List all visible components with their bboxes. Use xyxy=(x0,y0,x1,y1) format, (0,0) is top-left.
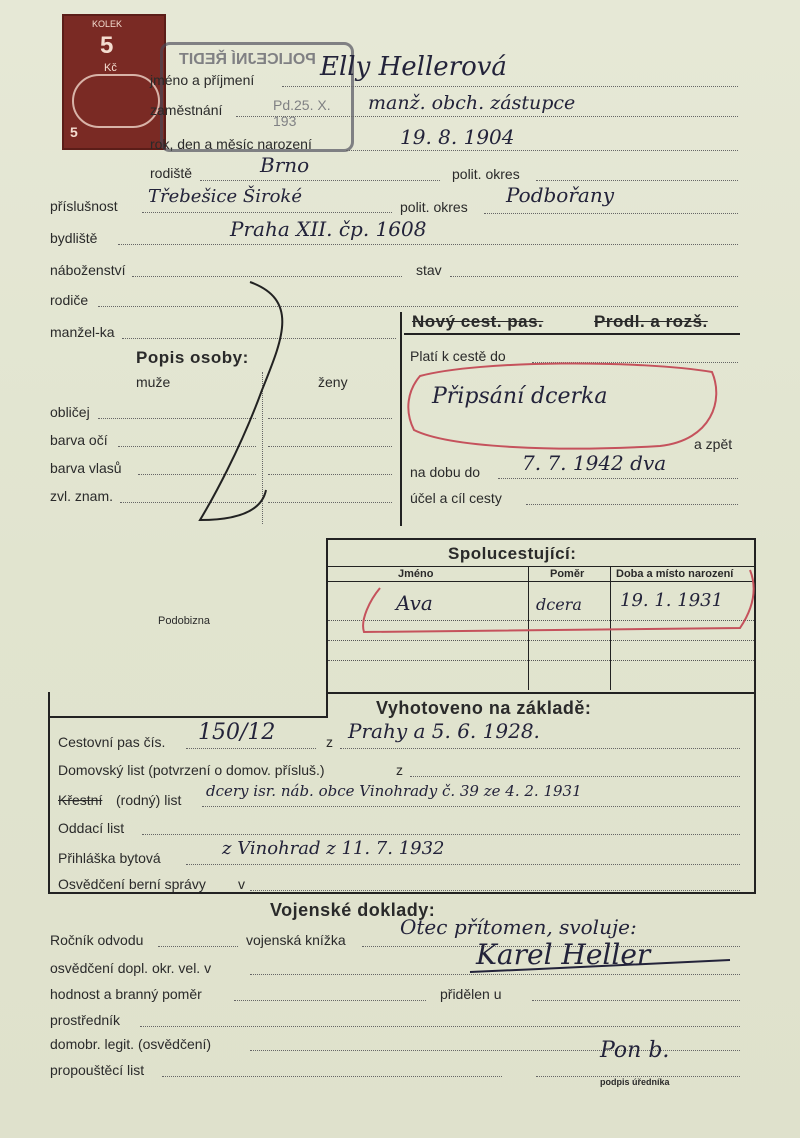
hair-label: barva vlasů xyxy=(50,460,122,476)
companion-header-relation: Poměr xyxy=(550,568,585,580)
polit-okres-1-label: polit. okres xyxy=(452,166,520,182)
police-stamp-text: POLICEJNÍ ŘEDIT xyxy=(179,51,316,68)
valid-value: Připsání dcerka xyxy=(432,384,608,409)
residence-label: bydliště xyxy=(50,230,98,246)
companion-birth: 19. 1. 1931 xyxy=(620,590,724,611)
release-label: propouštěcí list xyxy=(50,1062,145,1078)
valid-red-circle xyxy=(408,363,716,448)
period-value: 7. 7. 1942 dva xyxy=(522,451,667,475)
companion-relation: dcera xyxy=(536,595,582,614)
birth-label: rok, den a měsíc narození xyxy=(150,136,312,152)
photo-label: Podobizna xyxy=(158,615,210,627)
stamp-value: 5 xyxy=(100,32,114,59)
purpose-label: účel a cíl cesty xyxy=(410,490,502,506)
year-label: Ročník odvodu xyxy=(50,932,144,948)
father-signature-flourish xyxy=(470,960,730,972)
issued-from-label: z xyxy=(326,734,333,750)
period-label: na dobu do xyxy=(410,464,481,480)
marriage-label: Oddací list xyxy=(58,820,125,836)
issued-title: Vyhotoveno na základě: xyxy=(376,698,592,718)
book-label: vojenská knížka xyxy=(246,932,346,948)
passport-extend-title: Prodl. a rozš. xyxy=(594,312,708,331)
military-title: Vojenské doklady: xyxy=(270,900,436,920)
official-label: podpis úředníka xyxy=(600,1077,670,1087)
occupation-label: zaměstnání xyxy=(150,102,223,118)
name-value: Elly Hellerová xyxy=(320,52,507,82)
name-label: jméno a příjmení xyxy=(150,72,255,88)
spouse-label: manžel-ka xyxy=(50,324,115,340)
belong-label: příslušnost xyxy=(50,198,118,214)
official-signature: Pon b. xyxy=(600,1038,670,1063)
companion-header-birth: Doba a místo narození xyxy=(616,568,734,580)
valid-label: Platí k cestě do xyxy=(410,348,506,364)
marks-label: zvl. znam. xyxy=(50,488,114,504)
state-label: stav xyxy=(416,262,442,278)
legit-label: domobr. legit. (osvědčení) xyxy=(50,1036,212,1052)
cert-label: osvědčení dopl. okr. vel. v xyxy=(50,960,212,976)
rank-label: hodnost a branný poměr xyxy=(50,986,202,1002)
description-title: Popis osoby: xyxy=(136,348,249,367)
polit-okres-2-label: polit. okres xyxy=(400,199,468,215)
residence-value: Praha XII. čp. 1608 xyxy=(230,217,427,241)
companion-header-name: Jméno xyxy=(398,568,434,580)
domicile-label: Domovský list (potvrzení o domov. přísluš.) xyxy=(58,762,325,778)
birth-value: 19. 8. 1904 xyxy=(400,125,515,149)
companion-red-bracket xyxy=(363,570,754,632)
occupation-value: manž. obch. zástupce xyxy=(368,92,576,114)
birth-doc-label: (rodný) list xyxy=(116,792,182,808)
stamp-corner: 5 xyxy=(70,124,78,140)
stamp-top-text: KOLEK xyxy=(92,19,123,29)
eyes-label: barva očí xyxy=(50,432,108,448)
middleman-label: prostředník xyxy=(50,1012,121,1028)
return-label: a zpět xyxy=(694,436,733,452)
military-note: Otec přítomen, svoluje: xyxy=(400,915,637,939)
companions-title: Spolucestující: xyxy=(448,544,577,563)
passport-new-title: Nový cest. pas. xyxy=(412,312,544,331)
companion-name: Ava xyxy=(396,591,433,615)
issued-passport-value: 150/12 xyxy=(198,720,276,745)
issued-passport-from: Prahy a 5. 6. 1928. xyxy=(348,719,540,743)
domicile-z-label: z xyxy=(396,762,403,778)
birth-struck-label: Křestní xyxy=(58,792,103,808)
polit-okres-2-value: Podbořany xyxy=(506,183,614,207)
father-signature: Karel Heller xyxy=(476,938,651,971)
men-label: muže xyxy=(136,374,171,390)
issued-passport-label: Cestovní pas čís. xyxy=(58,734,166,750)
police-stamp-date: Pd.25. X. 193 xyxy=(273,97,331,129)
tax-label: Osvědčení berní správy xyxy=(58,876,206,892)
description-cross-stroke xyxy=(200,282,282,520)
religion-label: náboženství xyxy=(50,262,126,278)
parents-label: rodiče xyxy=(50,292,89,308)
stamp-unit: Kč xyxy=(104,62,117,74)
birthplace-label: rodiště xyxy=(150,165,193,181)
birth-doc-value: dcery isr. náb. obce Vinohrady č. 39 ze 4. 2. 1931 xyxy=(206,782,582,800)
belong-value: Třebešice Široké xyxy=(148,186,302,207)
birthplace-value: Brno xyxy=(260,153,310,177)
registration-value: z Vinohrad z 11. 7. 1932 xyxy=(222,838,445,859)
assigned-label: přidělen u xyxy=(440,986,502,1002)
registration-label: Přihláška bytová xyxy=(58,850,161,866)
women-label: ženy xyxy=(318,374,348,390)
tax-v-label: v xyxy=(238,876,245,892)
face-label: obličej xyxy=(50,404,90,420)
